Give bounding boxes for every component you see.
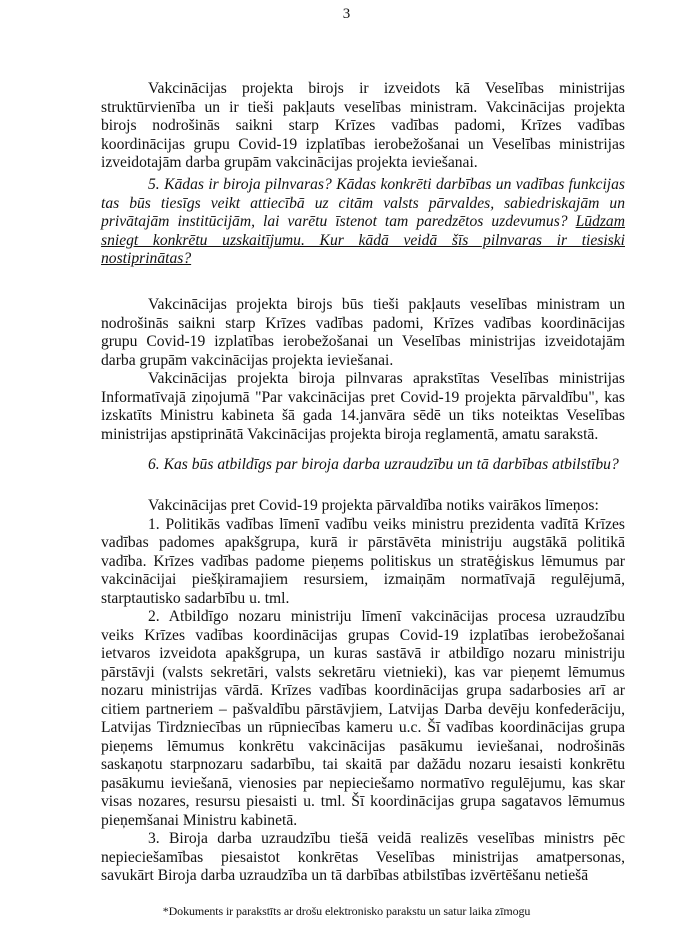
text-line: 2. Atbildīgo nozaru ministriju līmenī vakcinācijas procesa uzraudzību [148,608,625,625]
body-paragraph [101,80,625,173]
text-line: citiem partneriem – pašvaldību pārstāvjiem, Latvijas Darba devēju konfederāciju, [101,700,625,718]
text-line [101,232,625,251]
text-line: Vakcinācijas projekta birojs ir izveidots kā Veselības ministrijas [148,80,625,97]
text-line: privātajām institūcijām, lai varētu īstenot tam paredzētos uzdevumus? Lūdzam [101,213,625,230]
question-paragraph [101,456,625,475]
underlined-text: sniegt konkrētu uzskaitījumu. Kur kādā veidā šīs pilnvaras ir tiesiski [101,231,625,249]
text-line: 1. Politikās vadības līmenī vadību veiks ministru prezidenta vadītā Krīzes [148,515,625,533]
body-paragraph [101,516,625,609]
text-line: veiks Krīzes vadības koordinācijas grupas Covid-19 izplatības ierobežošanai [101,626,625,644]
text-line: grupu Covid-19 izplatības ierobežošanai un Veselības ministrijas izveidotajām [101,333,625,350]
text-line: koordinācijas grupu Covid-19 izplatības ierobežošanai un Veselības ministrijas [101,135,625,153]
text-line: vakcinācijai piešķiramajiem resursiem, izmaiņām normatīvajā regulējumā, [101,571,625,588]
text-line: pasākumu ieviešanā, vienosies par nepieciešamo normatīvo regulējumu, kas skar [101,774,625,792]
text-line: Vakcinācijas projekta biroja pilnvaras aprakstītas Veselības ministrijas [148,370,625,387]
text-line: nozaru ministrijas vārdā. Krīzes vadības koordinācijas grupa sadarbosies arī ar [101,682,625,699]
body-paragraph [101,830,625,886]
text-line: Informatīvajā ziņojumā "Par vakcinācijas pret Covid-19 projekta pārvaldību", kas [101,388,625,406]
text-line: 3. Biroja darba uzraudzību tiešā veidā realizēs veselības ministrs pēc [148,830,625,847]
text-line: Vakcinācijas pret Covid-19 projekta pārvaldība notiks vairākos līmeņos: [148,497,599,514]
body-paragraph [101,296,625,370]
text-line: Latvijas Tirdzniecības un rūpniecības kameru u.c. Šī vadības koordinācijas grupa [101,719,625,736]
text-line: birojs nodrošinās saikni starp Krīzes vadības padomi, Krīzes vadības [101,117,625,134]
text-line: nodrošinās saikni starp Krīzes vadības padomi, Krīzes vadības koordinācijas [101,314,625,332]
text-line: Vakcinācijas projekta birojs būs tieši pakļauts veselības ministram un [148,296,625,313]
signature-footer-note: *Dokuments ir parakstīts ar drošu elektronisko parakstu un satur laika zīmogu [162,904,531,918]
text-line [101,250,625,269]
text-line: vadība. Krīzes vadības padome pieņems politiskus un stratēģiskus lēmumus par [101,552,625,570]
body-paragraph [101,497,625,516]
underlined-text: nostiprinātas? [101,250,192,267]
text-line: struktūrvienība un ir tieši pakļauts veselības ministram. Vakcinācijas projekta [101,98,625,116]
text-line: vadības padomes apakšgrupa, kurā ir pārstāvēta ministriju augstākā politikā [101,534,625,551]
text-line: visas nozares, resursu piesaisti u. tml. Šī koordinācijas grupa sagatavos lēmumus [101,793,625,810]
text-line: 5. Kādas ir biroja pilnvaras? Kādas konkrēti darbības un vadības funkcijas [148,176,625,193]
text-line: pieņems lēmumus konkrētu vakcinācijas pasākumu ieviešanai, nodrošinās [101,737,625,755]
text-line: pieņemšanai Ministru kabinetā. [101,811,298,829]
text-line: izveidotajām darba grupām vakcinācijas projekta ieviešanai. [101,154,478,171]
underlined-text: Lūdzam [575,213,625,230]
text-line: izskatīts Ministru kabineta šā gada 14.janvāra sēdē un tiks noteiktas Veselības [101,407,625,424]
text-line: ietvaros izveidota apakšgrupa, un kuras sastāvā ir atbildīgo nozaru ministriju [101,645,625,662]
text-line: ministrijas apstiprinātā Vakcinācijas projekta biroja reglamentā, amatu sarakstā. [101,425,599,443]
question-paragraph [101,176,625,269]
body-paragraph [101,370,625,444]
text-line: savukārt Biroja darba uzraudzība un tā darbības atbilstības izvērtēšanu netiešā [101,867,589,884]
text-line: 6. Kas būs atbildīgs par biroja darba uzraudzību un tā darbības atbilstību? [148,456,619,473]
body-paragraph [101,608,625,830]
text-line: darba grupām vakcinācijas projekta ieviešanai. [101,351,394,369]
text-line: tas būs tiesīgs veikt attiecībā uz citām valsts pārvaldes, sabiedriskajām un [101,194,625,212]
text-line: saskaņotu starpnozaru sadarbību, tai skaitā par dažādu nozaru iesaisti konkrētu [101,756,625,773]
page-number: 3 [342,6,351,22]
text-line: starptautisko sadarbību u. tml. [101,589,290,607]
text-line: pārstāvji (valsts sekretāri, valsts sekretāru vietnieki), kas var pieņemt lēmumus [101,663,625,681]
text-line: nepieciešamības piesaistot konkrētas Veselības ministrijas amatpersonas, [101,848,625,866]
